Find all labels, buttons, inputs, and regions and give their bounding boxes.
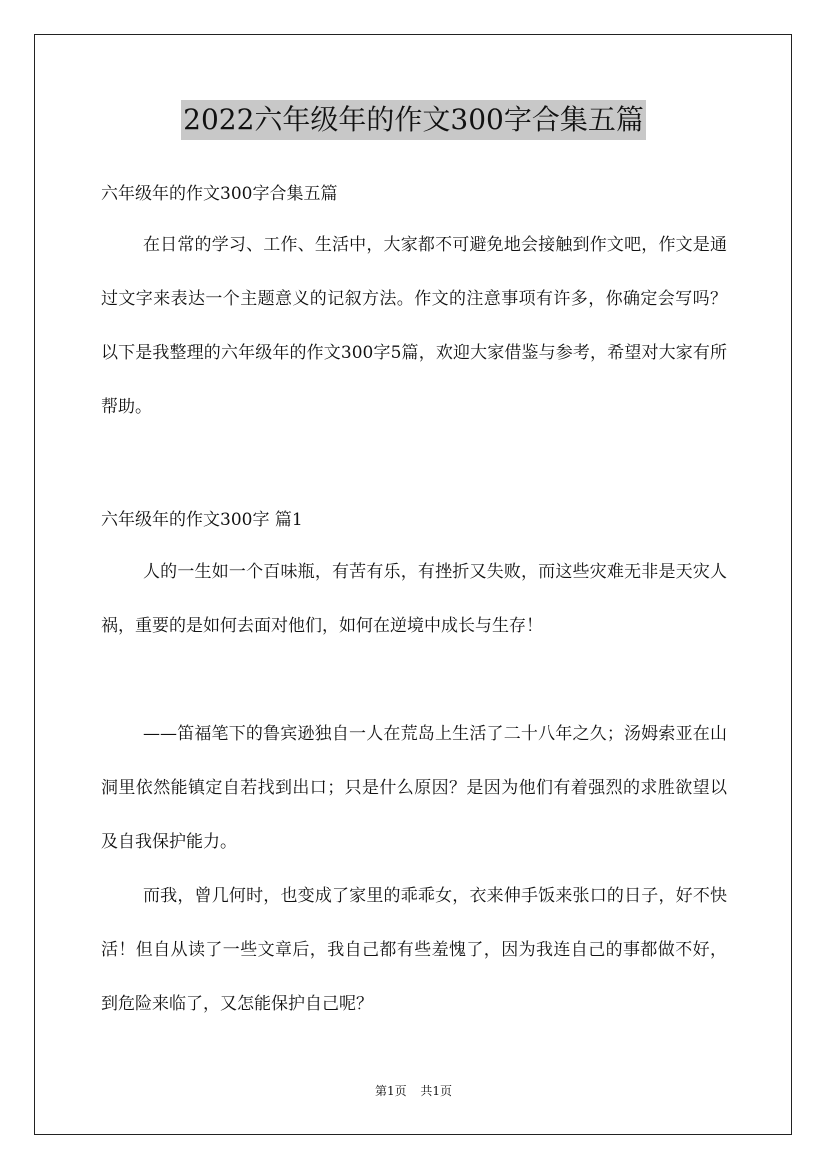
title-container [0, 100, 827, 140]
body-paragraph-2: ——笛福笔下的鲁宾逊独自一人在荒岛上生活了二十八年之久；汤姆索亚在山洞里依然能镇定自若找到出口；只是什么原因？是因为他们有着强烈的求胜欲望以及自我保护能力。 [101, 724, 727, 852]
body-paragraph-1: 人的一生如一个百味瓶，有苦有乐，有挫折又失败，而这些灾难无非是天灾人祸，重要的是如何去面对他们，如何在逆境中成长与生存！ [101, 562, 727, 636]
document-subtitle: 六年级年的作文300字合集五篇 [101, 184, 338, 204]
document-title: 2022六年级年的作文300字合集五篇 [181, 100, 646, 140]
page-total: 共1页 [420, 1084, 453, 1098]
page-number: 第1页 [374, 1084, 407, 1098]
body-paragraph-3: 而我，曾几何时，也变成了家里的乖乖女，衣来伸手饭来张口的日子，好不快活！但自从读了一些文章后，我自己都有些羞愧了，因为我连自己的事都做不好，到危险来临了，又怎能保护自己呢？ [101, 886, 727, 1014]
section-heading: 六年级年的作文300字 篇1 [101, 510, 303, 530]
page-footer [0, 1083, 827, 1099]
intro-paragraph: 在日常的学习、工作、生活中，大家都不可避免地会接触到作文吧，作文是通过文字来表达一个主题意义的记叙方法。作文的注意事项有许多，你确定会写吗？以下是我整理的六年级年的作文300字5篇，欢迎大家借鉴与参考，希望对大家有所帮助。 [101, 235, 727, 417]
